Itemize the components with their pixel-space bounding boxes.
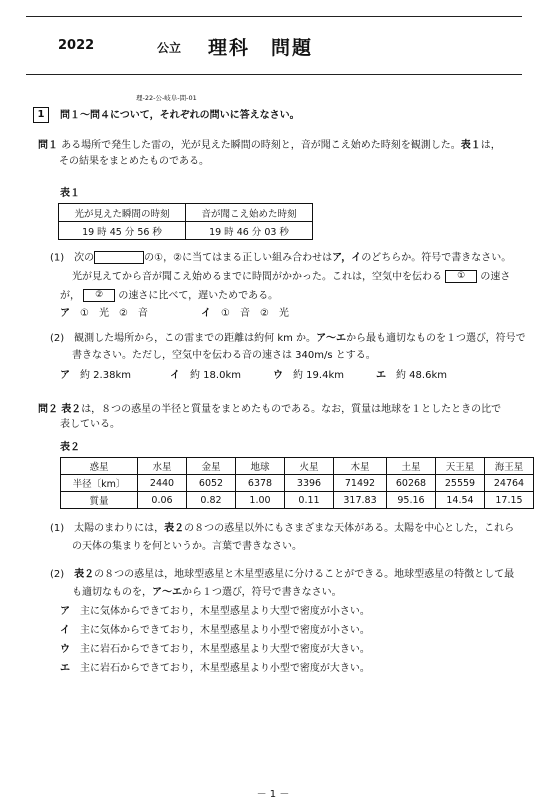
blank-box-1: ①: [445, 270, 477, 283]
blank-box: [94, 251, 144, 264]
q2-sub2-option: エ 主に岩石からできており，木星型惑星より小型で密度が大きい。: [60, 663, 370, 674]
table-cell: 質量: [61, 492, 138, 509]
table-row: [61, 475, 534, 492]
table-cell: 天王星: [436, 458, 485, 475]
table-cell: 音が聞こえ始めた時刻: [186, 204, 313, 222]
q1-sub2-option: エ 約 48.6km: [376, 370, 447, 381]
table-cell: 3396: [285, 475, 334, 492]
q1-sub2-line2: 書きなさい。ただし，空気中を伝わる音の速さは 340m/s とする。: [72, 350, 376, 361]
header-rule: [26, 74, 522, 75]
table-row: [59, 222, 313, 240]
q1-label: 問１: [38, 140, 58, 151]
q1-sub1-line1: (1) 次の の①，②に当てはまる正しい組み合わせはア，イのどちらか。符号で書きなさい。: [50, 252, 512, 264]
q2-sub2-line1: (2) 表２の８つの惑星は，地球型惑星と木星型惑星に分けることができる。地球型惑星の特徴として最: [50, 569, 515, 580]
table2: [60, 457, 534, 509]
table-cell: 0.82: [187, 492, 236, 509]
table-cell: 0.06: [138, 492, 187, 509]
table1: [58, 203, 313, 240]
page-title: 理科 問題: [208, 37, 314, 59]
table-cell: 地球: [236, 458, 285, 475]
table-row: [59, 204, 313, 222]
q1-sub2-option: イ 約 18.0km: [170, 370, 241, 381]
blank-box-2: ②: [83, 289, 115, 302]
question-number-box: 1: [33, 107, 49, 123]
table-cell: 火星: [285, 458, 334, 475]
q2-sub2-option: イ 主に気体からできており，木星型惑星より小型で密度が小さい。: [60, 625, 370, 636]
q2-sub1-line1: (1) 太陽のまわりには，表２の８つの惑星以外にもさまざまな天体がある。太陽を中心とした，これら: [50, 523, 515, 534]
page-number: － 1 －: [256, 789, 290, 800]
q2-sub2-line2: も適切なものを，ア～エから１つ選び，符号で書きなさい。: [72, 587, 342, 598]
table-cell: 惑星: [61, 458, 138, 475]
table-cell: 0.11: [285, 492, 334, 509]
top-rule: [26, 16, 522, 17]
intro-text: 問１～問４について，それぞれの問いに答えなさい。: [60, 110, 300, 121]
q2-line2: 表している。: [60, 419, 120, 430]
table-cell: 25559: [436, 475, 485, 492]
table-cell: 71492: [334, 475, 387, 492]
table-cell: 木星: [334, 458, 387, 475]
table-cell: 土星: [387, 458, 436, 475]
table-cell: 95.16: [387, 492, 436, 509]
q1-sub1-option-i: イ ① 音 ② 光: [201, 308, 289, 319]
table-cell: 24764: [485, 475, 534, 492]
q2-line1: 問２ 表２は，８つの惑星の半径と質量をまとめたものである。なお，質量は地球を１としたときの比で: [38, 404, 502, 415]
table-cell: 19 時 46 分 03 秒: [186, 222, 313, 240]
q2-sub2-option: ウ 主に岩石からできており，木星型惑星より大型で密度が大きい。: [60, 644, 370, 655]
q2-sub1-line2: の天体の集まりを何というか。言葉で書きなさい。: [72, 541, 302, 552]
table-cell: 半径〔km〕: [61, 475, 138, 492]
q1-sub2-line1: (2) 観測した場所から，この雷までの距離は約何 km か。ア～エから最も適切なものを１つ選び，符号で: [50, 333, 526, 344]
q1-sub2-option: ア 約 2.38km: [60, 370, 131, 381]
table-cell: 光が見えた瞬間の時刻: [59, 204, 186, 222]
table-cell: 14.54: [436, 492, 485, 509]
q2-sub2-option: ア 主に気体からできており，木星型惑星より大型で密度が小さい。: [60, 606, 370, 617]
q1-sub1-line2: 光が見えてから音が聞こえ始めるまでに時間がかかった。これは，空気中を伝わる ① の速さ: [72, 271, 511, 283]
table1-caption: 表１: [60, 188, 80, 199]
table2-caption: 表２: [60, 442, 80, 453]
table-cell: 海王星: [485, 458, 534, 475]
table-row: [61, 492, 534, 509]
table-cell: 水星: [138, 458, 187, 475]
table-cell: 17.15: [485, 492, 534, 509]
table-cell: 317.83: [334, 492, 387, 509]
table-cell: 1.00: [236, 492, 285, 509]
exam-category: 公立: [157, 41, 182, 55]
table-cell: 19 時 45 分 56 秒: [59, 222, 186, 240]
q1-line2: その結果をまとめたものである。: [59, 156, 209, 167]
table-cell: 金星: [187, 458, 236, 475]
table-cell: 6052: [187, 475, 236, 492]
exam-year: 2022: [58, 38, 95, 53]
q1-sub2-option: ウ 約 19.4km: [273, 370, 344, 381]
q1-sub1-line3: が， ② の速さに比べて，遅いためである。: [60, 290, 279, 302]
table-row: [61, 458, 534, 475]
q2-label: 問２: [38, 404, 58, 415]
table-cell: 6378: [236, 475, 285, 492]
table-cell: 2440: [138, 475, 187, 492]
question-code: 理-22-公-岐阜-問-01: [136, 94, 197, 102]
table-cell: 60268: [387, 475, 436, 492]
q1-line1: 問１ ある場所で発生した雷の，光が見えた瞬間の時刻と，音が聞こえ始めた時刻を観測した。表１は，: [38, 140, 501, 151]
q1-sub1-option-a: ア ① 光 ② 音: [60, 308, 148, 319]
